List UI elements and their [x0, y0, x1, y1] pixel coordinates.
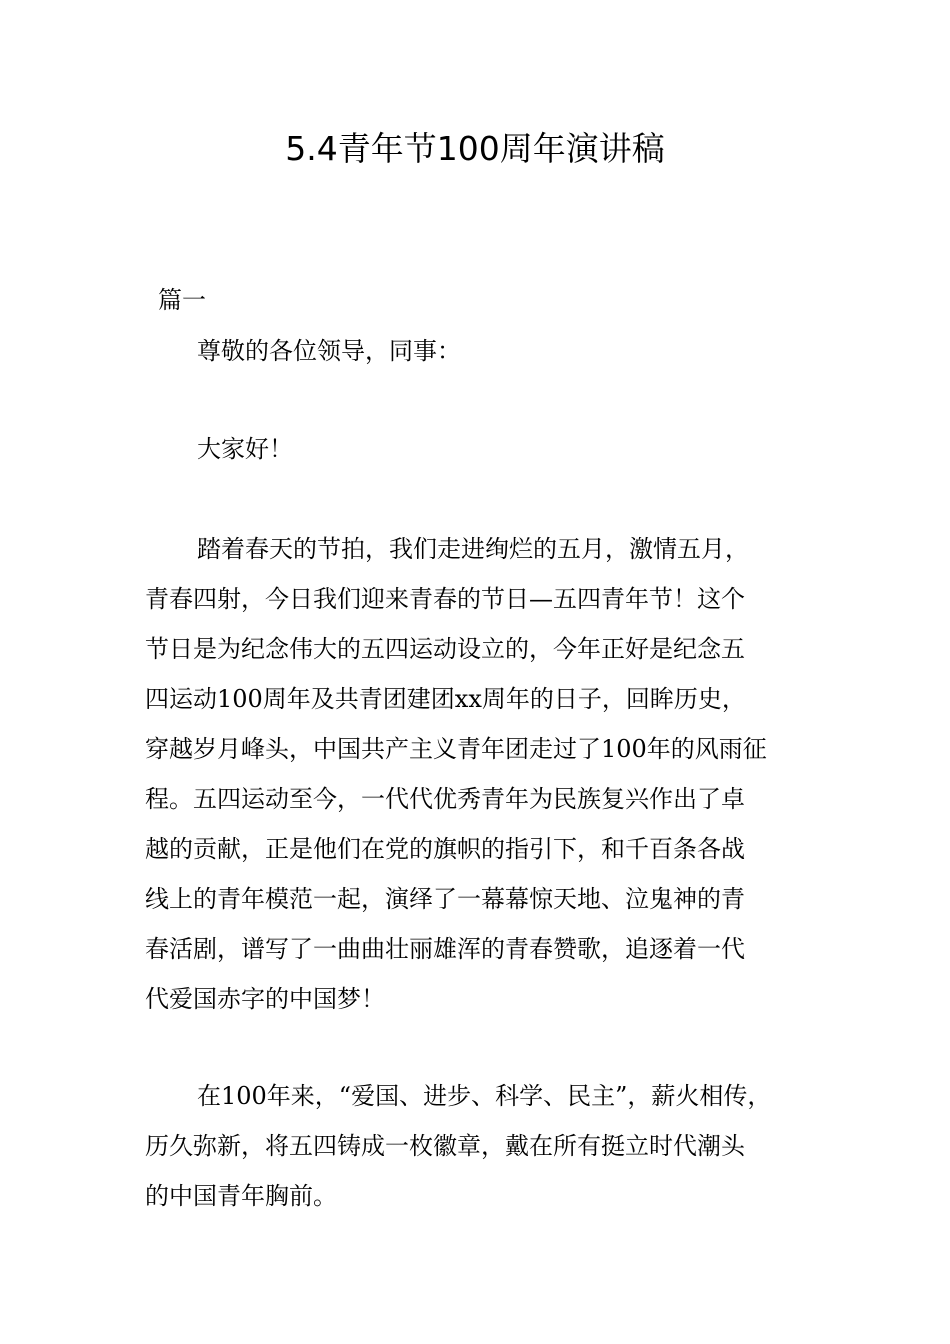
- document-title: 5.4青年节100周年演讲稿: [285, 129, 665, 168]
- paragraph-line: 穿越岁月峰头，中国共产主义青年团走过了100年的风雨征: [145, 735, 767, 763]
- paragraph-line: 春活剧，谱写了一曲曲壮丽雄浑的青春赞歌，追逐着一代: [145, 935, 745, 963]
- greeting-block: [145, 424, 845, 474]
- salutation-block: [145, 326, 845, 376]
- paragraph-line: 的中国青年胸前。: [145, 1182, 337, 1210]
- section-label: 篇一: [158, 286, 206, 314]
- paragraph-line: 历久弥新，将五四铸成一枚徽章，戴在所有挺立时代潮头: [145, 1132, 745, 1160]
- salutation: 尊敬的各位领导，同事：: [197, 337, 461, 365]
- paragraph-line: 青春四射，今日我们迎来青春的节日—五四青年节！这个: [145, 585, 745, 613]
- paragraph-line: 程。五四运动至今，一代代优秀青年为民族复兴作出了卓: [145, 785, 745, 813]
- paragraph-2: [145, 1071, 845, 1221]
- paragraph-line: 踏着春天的节拍，我们走进绚烂的五月，激情五月，: [197, 535, 749, 563]
- paragraph-1: [145, 524, 845, 1024]
- paragraph-line: 在100年来，“爱国、进步、科学、民主”，薪火相传，: [197, 1082, 772, 1110]
- paragraph-line: 代爱国赤字的中国梦！: [145, 985, 385, 1013]
- paragraph-line: 节日是为纪念伟大的五四运动设立的，今年正好是纪念五: [145, 635, 745, 663]
- greeting: 大家好！: [197, 435, 293, 463]
- paragraph-line: 越的贡献，正是他们在党的旗帜的指引下，和千百条各战: [145, 835, 745, 863]
- paragraph-line: 线上的青年模范一起，演绎了一幕幕惊天地、泣鬼神的青: [145, 885, 745, 913]
- paragraph-line: 四运动100周年及共青团建团xx周年的日子，回眸历史，: [145, 685, 746, 713]
